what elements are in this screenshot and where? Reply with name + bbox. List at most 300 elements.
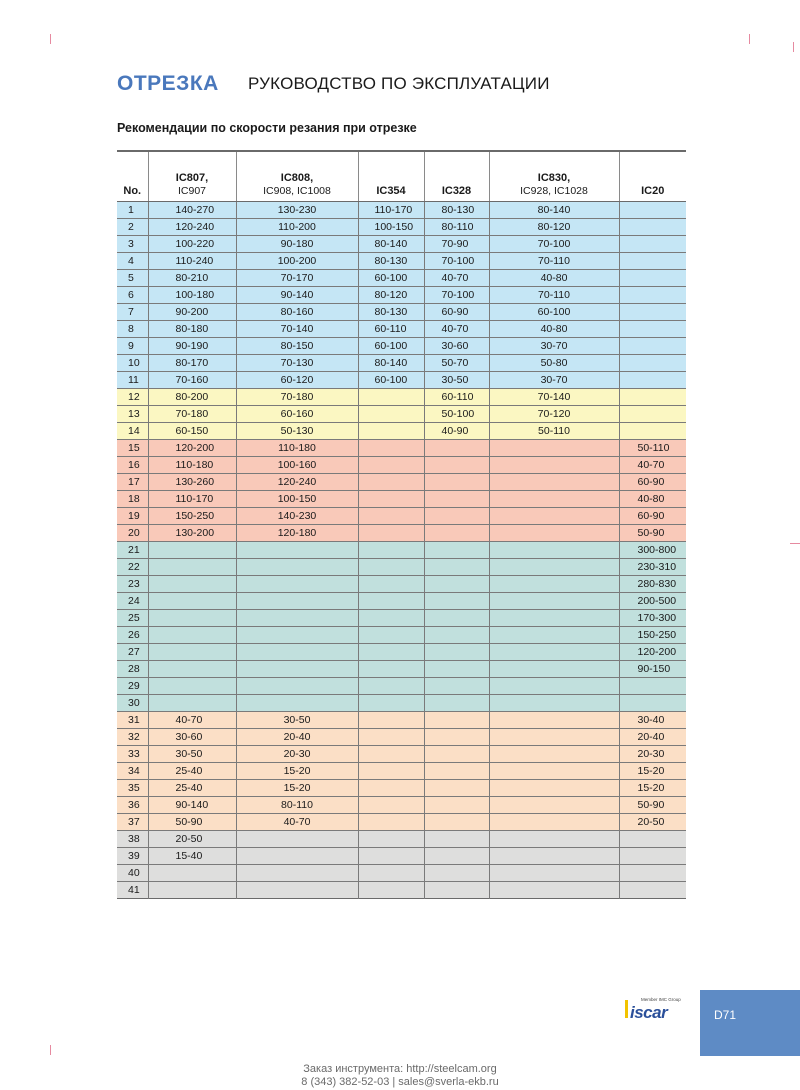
speed-cell <box>148 661 236 678</box>
row-number-cell: 3 <box>117 236 148 253</box>
speed-cell: 40-80 <box>489 321 619 338</box>
speed-cell: 70-130 <box>236 355 358 372</box>
speed-cell <box>148 882 236 899</box>
speed-cell <box>358 593 424 610</box>
speed-cell <box>358 423 424 440</box>
speed-cell: 70-160 <box>148 372 236 389</box>
speed-cell: 80-140 <box>489 202 619 219</box>
col-header-ic328: IC328 <box>424 151 489 202</box>
speed-cell: 80-130 <box>424 202 489 219</box>
speed-cell <box>236 661 358 678</box>
speed-cell <box>619 287 686 304</box>
speed-cell: 120-180 <box>236 525 358 542</box>
speed-cell <box>358 882 424 899</box>
speed-cell <box>619 406 686 423</box>
row-number-cell: 32 <box>117 729 148 746</box>
table-row <box>117 576 686 593</box>
speed-cell <box>619 865 686 882</box>
speed-cell <box>424 814 489 831</box>
speed-cell: 40-70 <box>619 457 686 474</box>
speed-cell: 50-80 <box>489 355 619 372</box>
speed-cell: 230-310 <box>619 559 686 576</box>
speed-cell <box>489 712 619 729</box>
speed-cell: 30-50 <box>236 712 358 729</box>
row-number-cell: 8 <box>117 321 148 338</box>
row-number-cell: 23 <box>117 576 148 593</box>
speed-cell <box>489 746 619 763</box>
row-number-cell: 36 <box>117 797 148 814</box>
speed-cell: 20-50 <box>619 814 686 831</box>
speed-cell: 110-180 <box>236 440 358 457</box>
speed-cell <box>619 372 686 389</box>
speed-cell: 70-140 <box>236 321 358 338</box>
col-header-ic354: IC354 <box>358 151 424 202</box>
speed-cell <box>358 712 424 729</box>
speed-cell <box>424 576 489 593</box>
speed-cell: 140-230 <box>236 508 358 525</box>
speed-cell <box>619 678 686 695</box>
table-row <box>117 440 686 457</box>
speed-cell: 100-180 <box>148 287 236 304</box>
speed-cell: 70-100 <box>424 253 489 270</box>
speed-cell: 90-180 <box>236 236 358 253</box>
speed-cell <box>148 610 236 627</box>
col-header-no: No. <box>117 151 148 202</box>
speed-cell: 30-50 <box>148 746 236 763</box>
col-header-ic808: IC808, IC908, IC1008 <box>236 151 358 202</box>
iscar-logo <box>625 997 687 1023</box>
speed-cell <box>358 814 424 831</box>
speed-cell: 80-140 <box>358 236 424 253</box>
row-number-cell: 40 <box>117 865 148 882</box>
speed-cell: 80-180 <box>148 321 236 338</box>
speed-cell: 40-80 <box>489 270 619 287</box>
table-row <box>117 610 686 627</box>
speed-cell <box>236 627 358 644</box>
row-number-cell: 12 <box>117 389 148 406</box>
speed-cell: 30-70 <box>489 372 619 389</box>
speed-cell <box>489 780 619 797</box>
speed-cell: 60-120 <box>236 372 358 389</box>
table-row <box>117 814 686 831</box>
speed-cell <box>489 491 619 508</box>
row-number-cell: 15 <box>117 440 148 457</box>
table-row <box>117 763 686 780</box>
crop-mark <box>790 543 800 544</box>
speed-cell: 110-180 <box>148 457 236 474</box>
speed-cell <box>489 457 619 474</box>
speed-cell <box>424 746 489 763</box>
speed-cell <box>489 525 619 542</box>
page-subtitle: РУКОВОДСТВО ПО ЭКСПЛУАТАЦИИ <box>248 74 550 93</box>
crop-mark <box>50 1045 51 1055</box>
speed-cell: 80-130 <box>358 253 424 270</box>
speed-cell <box>489 474 619 491</box>
table-row <box>117 372 686 389</box>
speed-cell <box>358 627 424 644</box>
speed-cell: 30-40 <box>619 712 686 729</box>
speed-cell <box>424 712 489 729</box>
row-number-cell: 13 <box>117 406 148 423</box>
speed-cell: 60-90 <box>619 474 686 491</box>
speed-cell <box>358 491 424 508</box>
speed-cell <box>236 831 358 848</box>
table-row <box>117 491 686 508</box>
speed-cell: 60-110 <box>424 389 489 406</box>
speed-cell: 70-180 <box>236 389 358 406</box>
speed-cell <box>424 678 489 695</box>
row-number-cell: 37 <box>117 814 148 831</box>
speed-cell: 80-210 <box>148 270 236 287</box>
row-number-cell: 2 <box>117 219 148 236</box>
speed-cell: 30-70 <box>489 338 619 355</box>
speed-cell <box>236 865 358 882</box>
speed-cell <box>148 576 236 593</box>
speed-cell <box>148 627 236 644</box>
speed-cell: 40-70 <box>424 270 489 287</box>
speed-cell <box>424 508 489 525</box>
speed-cell: 90-190 <box>148 338 236 355</box>
speed-cell: 50-90 <box>148 814 236 831</box>
col-header-ic20: IC20 <box>619 151 686 202</box>
table-row <box>117 746 686 763</box>
speed-cell <box>358 865 424 882</box>
speed-cell <box>489 508 619 525</box>
speed-cell: 70-180 <box>148 406 236 423</box>
speed-cell <box>358 831 424 848</box>
speed-cell <box>489 610 619 627</box>
speed-cell: 20-40 <box>619 729 686 746</box>
speed-cell <box>489 882 619 899</box>
speed-cell: 40-70 <box>148 712 236 729</box>
row-number-cell: 7 <box>117 304 148 321</box>
speed-cell: 60-100 <box>358 372 424 389</box>
row-number-cell: 29 <box>117 678 148 695</box>
speed-cell: 90-200 <box>148 304 236 321</box>
speed-cell: 110-240 <box>148 253 236 270</box>
speed-cell <box>489 627 619 644</box>
speed-cell <box>619 882 686 899</box>
speed-cell: 70-90 <box>424 236 489 253</box>
footer-order-line: Заказ инструмента: http://steelcam.org <box>303 1063 497 1075</box>
speed-cell <box>358 763 424 780</box>
speed-cell <box>619 236 686 253</box>
speed-cell <box>424 797 489 814</box>
row-number-cell: 17 <box>117 474 148 491</box>
row-number-cell: 26 <box>117 627 148 644</box>
speed-cell <box>424 865 489 882</box>
table-row <box>117 780 686 797</box>
speed-cell: 60-100 <box>358 270 424 287</box>
speed-cell: 150-250 <box>619 627 686 644</box>
section-title: Рекомендации по скорости резания при отрезке <box>117 121 417 135</box>
speed-cell <box>619 338 686 355</box>
table-row <box>117 253 686 270</box>
speed-cell <box>424 695 489 712</box>
row-number-cell: 41 <box>117 882 148 899</box>
row-number-cell: 4 <box>117 253 148 270</box>
row-number-cell: 31 <box>117 712 148 729</box>
speed-cell: 100-150 <box>236 491 358 508</box>
speed-cell <box>236 695 358 712</box>
table-row <box>117 712 686 729</box>
table-row <box>117 202 686 219</box>
speed-cell <box>489 797 619 814</box>
speed-cell <box>358 525 424 542</box>
row-number-cell: 16 <box>117 457 148 474</box>
page-title: ОТРЕЗКА <box>117 72 219 95</box>
speed-cell: 80-160 <box>236 304 358 321</box>
row-number-cell: 22 <box>117 559 148 576</box>
speed-cell <box>358 780 424 797</box>
speed-cell <box>148 593 236 610</box>
speed-cell <box>489 848 619 865</box>
row-number-cell: 35 <box>117 780 148 797</box>
speed-cell: 60-90 <box>619 508 686 525</box>
table-row <box>117 389 686 406</box>
speed-cell: 300-800 <box>619 542 686 559</box>
table-row <box>117 406 686 423</box>
row-number-cell: 11 <box>117 372 148 389</box>
row-number-cell: 25 <box>117 610 148 627</box>
speed-cell: 15-20 <box>236 763 358 780</box>
row-number-cell: 34 <box>117 763 148 780</box>
speed-cell <box>489 729 619 746</box>
row-number-cell: 27 <box>117 644 148 661</box>
speed-cell: 30-60 <box>424 338 489 355</box>
row-number-cell: 28 <box>117 661 148 678</box>
speed-cell <box>424 763 489 780</box>
table-row <box>117 865 686 882</box>
speed-cell <box>358 576 424 593</box>
speed-cell: 130-260 <box>148 474 236 491</box>
speed-cell: 170-300 <box>619 610 686 627</box>
row-number-cell: 6 <box>117 287 148 304</box>
row-number-cell: 21 <box>117 542 148 559</box>
speed-cell: 20-40 <box>236 729 358 746</box>
speed-cell <box>236 678 358 695</box>
speed-cell <box>148 678 236 695</box>
speed-cell <box>489 763 619 780</box>
table-row <box>117 270 686 287</box>
table-row <box>117 797 686 814</box>
table-row <box>117 831 686 848</box>
speed-cell <box>424 440 489 457</box>
table-row <box>117 729 686 746</box>
speed-cell: 15-20 <box>619 780 686 797</box>
table-row <box>117 321 686 338</box>
speed-cell <box>358 389 424 406</box>
speed-cell: 100-150 <box>358 219 424 236</box>
speed-cell: 20-30 <box>236 746 358 763</box>
speed-cell <box>358 678 424 695</box>
speed-cell: 110-170 <box>358 202 424 219</box>
speed-cell <box>489 661 619 678</box>
speed-cell <box>619 219 686 236</box>
table-row <box>117 593 686 610</box>
speed-cell: 100-220 <box>148 236 236 253</box>
speed-cell: 80-150 <box>236 338 358 355</box>
speed-cell: 50-130 <box>236 423 358 440</box>
table-row <box>117 355 686 372</box>
speed-cell: 40-90 <box>424 423 489 440</box>
cutting-speed-table <box>117 150 686 899</box>
speed-cell: 70-100 <box>489 236 619 253</box>
table-row <box>117 559 686 576</box>
speed-cell: 25-40 <box>148 780 236 797</box>
speed-cell: 110-170 <box>148 491 236 508</box>
speed-cell: 80-130 <box>358 304 424 321</box>
speed-cell: 80-120 <box>358 287 424 304</box>
table-row <box>117 644 686 661</box>
speed-cell <box>424 882 489 899</box>
table-row <box>117 661 686 678</box>
speed-cell <box>489 644 619 661</box>
speed-cell <box>358 644 424 661</box>
speed-cell <box>424 729 489 746</box>
table-row <box>117 457 686 474</box>
speed-cell <box>358 695 424 712</box>
col-header-ic807: IC807, IC907 <box>148 151 236 202</box>
speed-cell: 120-240 <box>236 474 358 491</box>
speed-cell: 70-170 <box>236 270 358 287</box>
crop-mark <box>793 42 794 52</box>
speed-cell: 80-200 <box>148 389 236 406</box>
speed-cell: 50-110 <box>619 440 686 457</box>
row-number-cell: 9 <box>117 338 148 355</box>
table-row <box>117 219 686 236</box>
speed-cell <box>424 474 489 491</box>
row-number-cell: 5 <box>117 270 148 287</box>
speed-cell <box>489 542 619 559</box>
speed-cell: 60-100 <box>489 304 619 321</box>
speed-cell: 90-140 <box>148 797 236 814</box>
speed-cell: 50-100 <box>424 406 489 423</box>
speed-cell <box>358 848 424 865</box>
speed-cell <box>236 610 358 627</box>
speed-cell: 150-250 <box>148 508 236 525</box>
speed-cell <box>148 865 236 882</box>
footer-contact-line: 8 (343) 382-52-03 | sales@sverla-ekb.ru <box>301 1076 499 1088</box>
logo-accent <box>625 1000 628 1018</box>
speed-cell <box>358 542 424 559</box>
speed-cell <box>236 848 358 865</box>
table-row <box>117 882 686 899</box>
speed-cell <box>358 406 424 423</box>
speed-cell: 280-830 <box>619 576 686 593</box>
table-row <box>117 678 686 695</box>
speed-cell <box>424 831 489 848</box>
speed-cell <box>236 882 358 899</box>
table-row <box>117 474 686 491</box>
speed-cell <box>358 797 424 814</box>
speed-cell: 50-90 <box>619 797 686 814</box>
speed-cell <box>358 457 424 474</box>
speed-cell: 60-90 <box>424 304 489 321</box>
speed-cell: 60-100 <box>358 338 424 355</box>
table-header-row <box>117 151 686 202</box>
speed-cell <box>619 355 686 372</box>
speed-cell <box>424 627 489 644</box>
speed-cell <box>424 525 489 542</box>
speed-cell <box>424 780 489 797</box>
page-number-box <box>700 990 800 1056</box>
speed-cell <box>489 831 619 848</box>
speed-cell: 20-50 <box>148 831 236 848</box>
logo-wordmark: iscar <box>630 1003 668 1022</box>
speed-cell: 70-110 <box>489 287 619 304</box>
table-row <box>117 338 686 355</box>
speed-cell <box>236 576 358 593</box>
speed-cell: 30-50 <box>424 372 489 389</box>
row-number-cell: 14 <box>117 423 148 440</box>
speed-cell <box>489 678 619 695</box>
row-number-cell: 39 <box>117 848 148 865</box>
page-number: D71 <box>714 1008 737 1022</box>
speed-cell: 80-140 <box>358 355 424 372</box>
speed-cell: 120-200 <box>619 644 686 661</box>
speed-cell: 50-70 <box>424 355 489 372</box>
speed-cell <box>424 610 489 627</box>
table-row <box>117 695 686 712</box>
row-number-cell: 33 <box>117 746 148 763</box>
table-row <box>117 627 686 644</box>
speed-cell: 15-40 <box>148 848 236 865</box>
speed-cell: 20-30 <box>619 746 686 763</box>
row-number-cell: 38 <box>117 831 148 848</box>
logo-tagline: Member IMC Group <box>641 997 681 1002</box>
speed-cell <box>148 644 236 661</box>
crop-mark <box>749 34 750 44</box>
speed-cell: 60-160 <box>236 406 358 423</box>
speed-cell <box>619 831 686 848</box>
speed-cell <box>424 491 489 508</box>
table-row <box>117 508 686 525</box>
speed-cell <box>619 321 686 338</box>
speed-cell <box>619 848 686 865</box>
speed-cell: 40-70 <box>424 321 489 338</box>
speed-cell <box>489 865 619 882</box>
speed-cell <box>148 542 236 559</box>
speed-cell <box>424 661 489 678</box>
speed-cell <box>424 559 489 576</box>
speed-cell: 110-200 <box>236 219 358 236</box>
table-row <box>117 287 686 304</box>
speed-cell: 70-110 <box>489 253 619 270</box>
speed-cell <box>619 202 686 219</box>
speed-cell: 40-70 <box>236 814 358 831</box>
row-number-cell: 24 <box>117 593 148 610</box>
speed-cell <box>424 593 489 610</box>
row-number-cell: 18 <box>117 491 148 508</box>
row-number-cell: 1 <box>117 202 148 219</box>
table-row <box>117 304 686 321</box>
speed-cell <box>424 848 489 865</box>
row-number-cell: 30 <box>117 695 148 712</box>
speed-cell: 60-150 <box>148 423 236 440</box>
speed-cell: 90-150 <box>619 661 686 678</box>
speed-cell: 50-90 <box>619 525 686 542</box>
speed-cell <box>358 474 424 491</box>
speed-cell: 80-110 <box>424 219 489 236</box>
speed-cell <box>358 440 424 457</box>
speed-cell <box>489 593 619 610</box>
speed-cell: 50-110 <box>489 423 619 440</box>
speed-cell <box>619 270 686 287</box>
speed-cell: 130-230 <box>236 202 358 219</box>
speed-cell <box>424 542 489 559</box>
speed-cell: 15-20 <box>236 780 358 797</box>
